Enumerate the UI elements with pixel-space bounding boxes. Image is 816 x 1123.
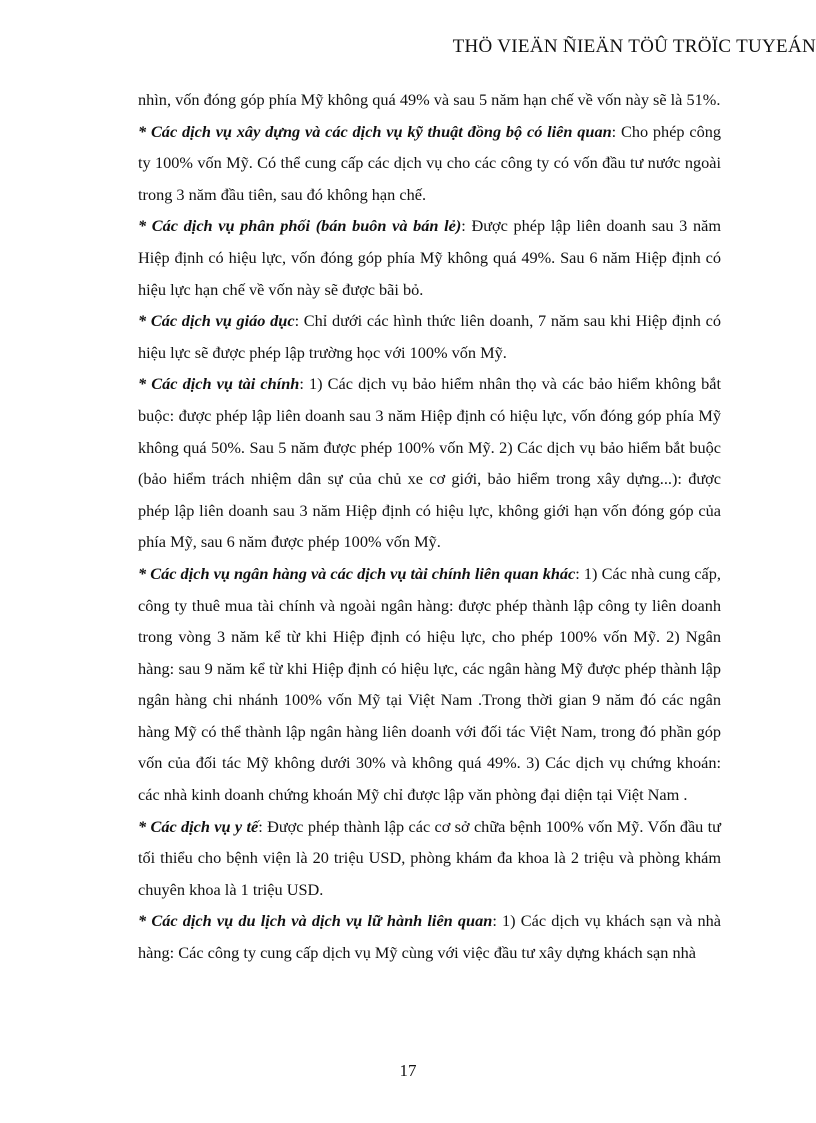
site-header-title: THÖ VIEÄN ÑIEÄN TÖÛ TRÖÏC TUYEÁN (452, 36, 816, 57)
paragraph (138, 210, 721, 305)
paragraph (138, 84, 721, 116)
paragraph (138, 558, 721, 811)
paragraph (138, 116, 721, 211)
paragraph-text: : Cho phép công ty 100% vốn Mỹ. Có thể cung cấp các dịch vụ cho các công ty có vốn đầu tư nước ngoài trong 3 năm đầu tiên, sau đó không hạn chế. (138, 121, 722, 204)
paragraph (138, 811, 721, 906)
page-number: 17 (399, 1061, 417, 1080)
paragraph-text: : 1) Các dịch vụ khách sạn và nhà hàng: Các công ty cung cấp dịch vụ Mỹ cùng với việc đầu tư xây dựng khách sạn nhà (138, 911, 722, 963)
paragraph-lead: * Các dịch vụ xây dựng và các dịch vụ kỹ thuật đồng bộ có liên quan (138, 121, 612, 141)
paragraph-lead: * Các dịch vụ phân phối (bán buôn và bán lẻ) (138, 216, 462, 236)
paragraph-text: : 1) Các dịch vụ bảo hiểm nhân thọ và các bảo hiểm không bắt buộc: được phép lập liên doanh sau 3 năm Hiệp định có hiệu lực, vốn đóng góp phía Mỹ không quá 50%. Sau 5 năm được phép 100% vốn Mỹ. 2) Các dịch vụ bảo hiểm bắt buộc (bảo hiểm trách nhiệm dân sự của chủ xe cơ giới, bảo hiểm trong xây dựng...): được phép lập liên doanh sau 3 năm Hiệp định có hiệu lực, không giới hạn vốn đóng góp của phía Mỹ, sau 6 năm được phép 100% vốn Mỹ. (138, 374, 721, 552)
paragraph-text: : 1) Các nhà cung cấp, công ty thuê mua tài chính và ngoài ngân hàng: được phép thành lập công ty liên doanh trong vòng 3 năm kể từ khi Hiệp định có hiệu lực, cho phép 100% vốn Mỹ. 2) Ngân hàng: sau 9 năm kể từ khi Hiệp định có hiệu lực, các ngân hàng Mỹ được phép thành lập ngân hàng chi nhánh 100% vốn Mỹ tại Việt Nam .Trong thời gian 9 năm đó các ngân hàng Mỹ có thể thành lập ngân hàng liên doanh với đối tác Việt Nam, trong đó phần góp vốn của đối tác Mỹ không dưới 30% và không quá 49%. 3) Các dịch vụ chứng khoán: các nhà kinh doanh chứng khoán Mỹ chỉ được lập văn phòng đại diện tại Việt Nam . (138, 563, 721, 805)
document-body (138, 84, 721, 969)
paragraph-text: : Được phép lập liên doanh sau 3 năm Hiệp định có hiệu lực, vốn đóng góp phía Mỹ không quá 49%. Sau 6 năm Hiệp định có hiệu lực hạn chế về vốn này sẽ được bãi bỏ. (138, 216, 721, 299)
paragraph-lead: * Các dịch vụ ngân hàng và các dịch vụ tài chính liên quan khác (138, 563, 576, 583)
paragraph-lead: * Các dịch vụ giáo dục (138, 311, 295, 331)
paragraph-lead: * Các dịch vụ du lịch và dịch vụ lữ hành liên quan (138, 911, 493, 931)
paragraph-text: : Được phép thành lập các cơ sở chữa bệnh 100% vốn Mỹ. Vốn đầu tư tối thiểu cho bệnh viện là 20 triệu USD, phòng khám đa khoa là 2 triệu và phòng khám chuyên khoa là 1 triệu USD. (138, 816, 722, 899)
paragraph (138, 905, 721, 968)
paragraph-lead: * Các dịch vụ tài chính (138, 374, 300, 394)
paragraph-text: : Chỉ dưới các hình thức liên doanh, 7 năm sau khi Hiệp định có hiệu lực sẽ được phép lập trường học với 100% vốn Mỹ. (138, 311, 722, 362)
paragraph (138, 305, 721, 368)
paragraph-lead: * Các dịch vụ y tế (138, 816, 259, 836)
paragraph-text: nhìn, vốn đóng góp phía Mỹ không quá 49% và sau 5 năm hạn chế về vốn này sẽ là 51%. (138, 90, 721, 109)
paragraph (138, 368, 721, 558)
